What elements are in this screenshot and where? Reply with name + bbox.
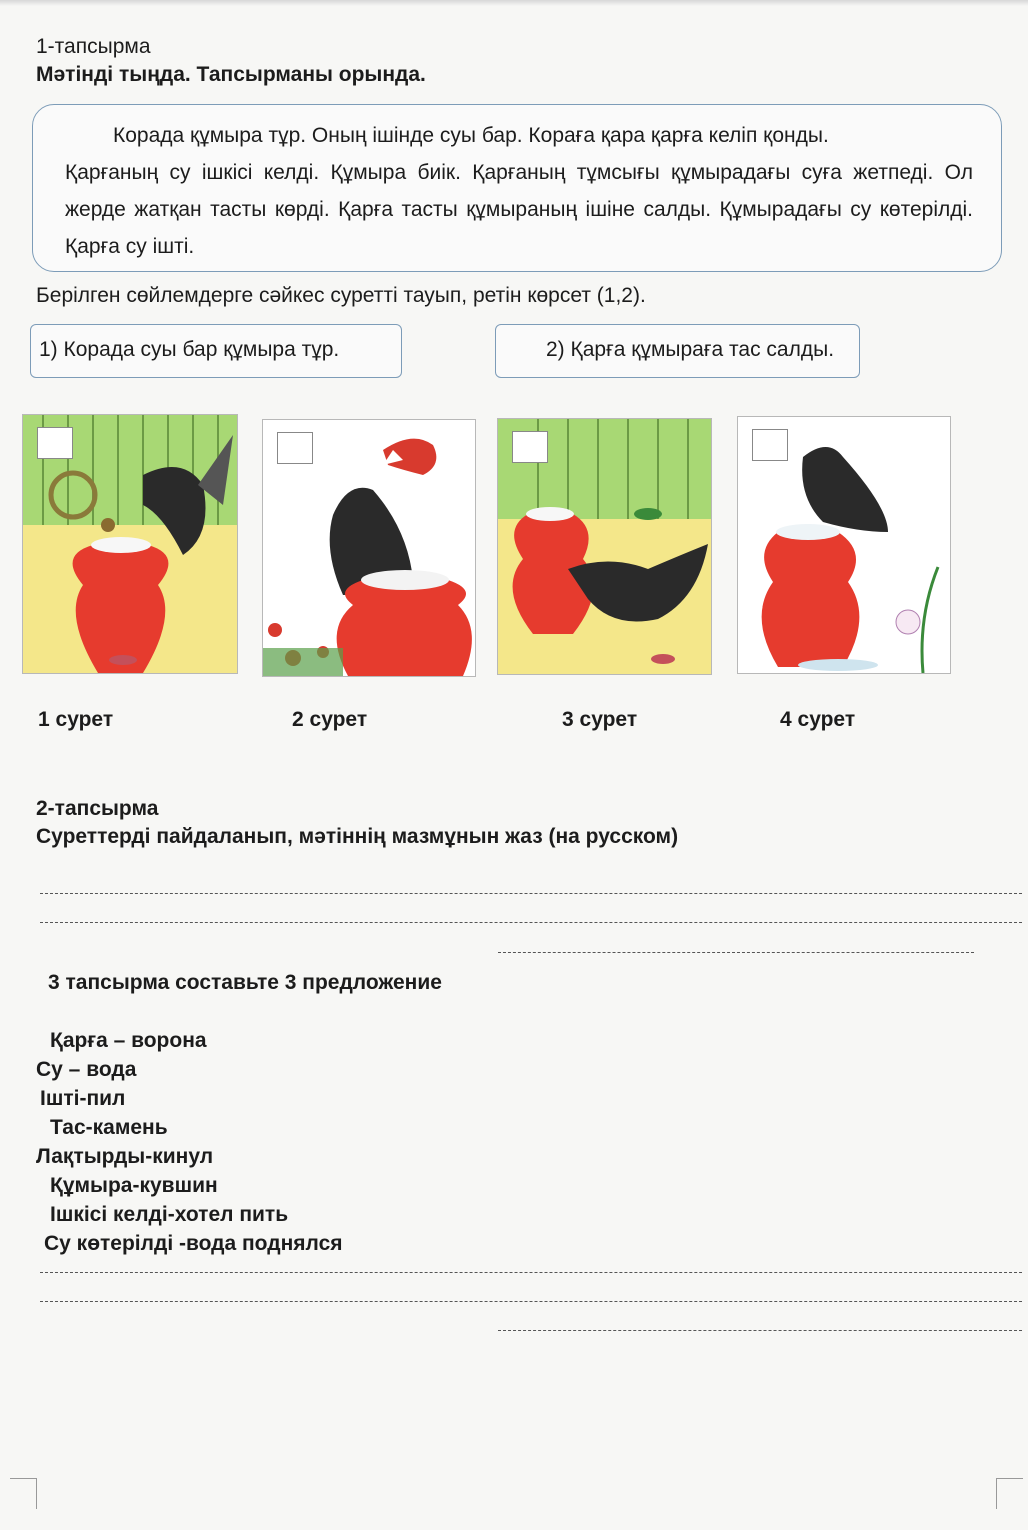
option-2-text: 2) Қарға құмыраға тас салды. — [546, 338, 835, 361]
vocab-item: Ішкісі келді-хотел пить — [50, 1203, 289, 1226]
picture-4-caption: 4 сурет — [780, 708, 856, 731]
picture-3-caption: 3 сурет — [562, 708, 638, 731]
vocab-item: Су – вода — [36, 1058, 137, 1081]
passage-box — [32, 104, 1002, 272]
option-box-1[interactable] — [30, 324, 402, 378]
task1-instruction: Мәтінді тыңда. Тапсырманы орында. — [36, 63, 426, 86]
picture-2-order-checkbox[interactable] — [277, 432, 313, 464]
task1-question: Берілген сөйлемдерге сәйкес суретті тауып, ретін көрсет (1,2). — [36, 284, 646, 307]
vocab-item: Тас-камень — [50, 1116, 168, 1139]
picture-4-order-checkbox[interactable] — [752, 429, 788, 461]
page-corner-mark-left — [10, 1478, 37, 1509]
answer-line-4[interactable] — [40, 1272, 1022, 1273]
passage-sentence-rest: Қарғаның су ішкісі келді. Құмыра биік. Қарғаның тұмсығы құмырадағы суға жетпеді. Ол жерде жатқан тасты көрді. Қарға тасты құмыраның ішіне салды. Құмырадағы су көтерілді. Қарға су ішті. — [65, 161, 973, 258]
answer-line-3[interactable] — [498, 952, 974, 953]
task2-instruction: Суреттерді пайдаланып, мәтіннің мазмұнын жаз (на русском) — [36, 825, 679, 848]
task2-title: 2-тапсырма — [36, 797, 159, 820]
option-box-2[interactable] — [495, 324, 860, 378]
answer-line-1[interactable] — [40, 893, 1022, 894]
vocab-item: Су көтерілді -вода поднялся — [44, 1232, 343, 1255]
option-1-text: 1) Корада суы бар құмыра тұр. — [39, 338, 340, 361]
picture-1-order-checkbox[interactable] — [37, 427, 73, 459]
task1-title: 1-тапсырма — [36, 35, 151, 58]
passage-text — [65, 117, 973, 265]
picture-1 — [22, 414, 238, 674]
vocab-item: Құмыра-кувшин — [50, 1174, 218, 1197]
picture-4 — [737, 416, 951, 674]
vocab-item: Лақтырды-кинул — [36, 1145, 214, 1168]
vocab-item: Ішті-пил — [40, 1087, 126, 1110]
passage-sentence-first: Корада құмыра тұр. Оның ішінде суы бар. Кораға қара қарға келіп қонды. — [113, 124, 829, 147]
top-edge — [0, 0, 1028, 6]
vocab-item: Қарға – ворона — [50, 1029, 207, 1052]
answer-line-5[interactable] — [40, 1301, 1022, 1302]
answer-line-2[interactable] — [40, 922, 1022, 923]
picture-2-caption: 2 сурет — [292, 708, 368, 731]
task3-title: 3 тапсырма составьте 3 предложение — [48, 971, 442, 994]
picture-3 — [497, 418, 712, 675]
picture-1-caption: 1 сурет — [38, 708, 114, 731]
answer-line-6[interactable] — [498, 1330, 1022, 1331]
page-corner-mark-right — [996, 1478, 1023, 1509]
picture-3-order-checkbox[interactable] — [512, 431, 548, 463]
picture-2 — [262, 419, 476, 677]
